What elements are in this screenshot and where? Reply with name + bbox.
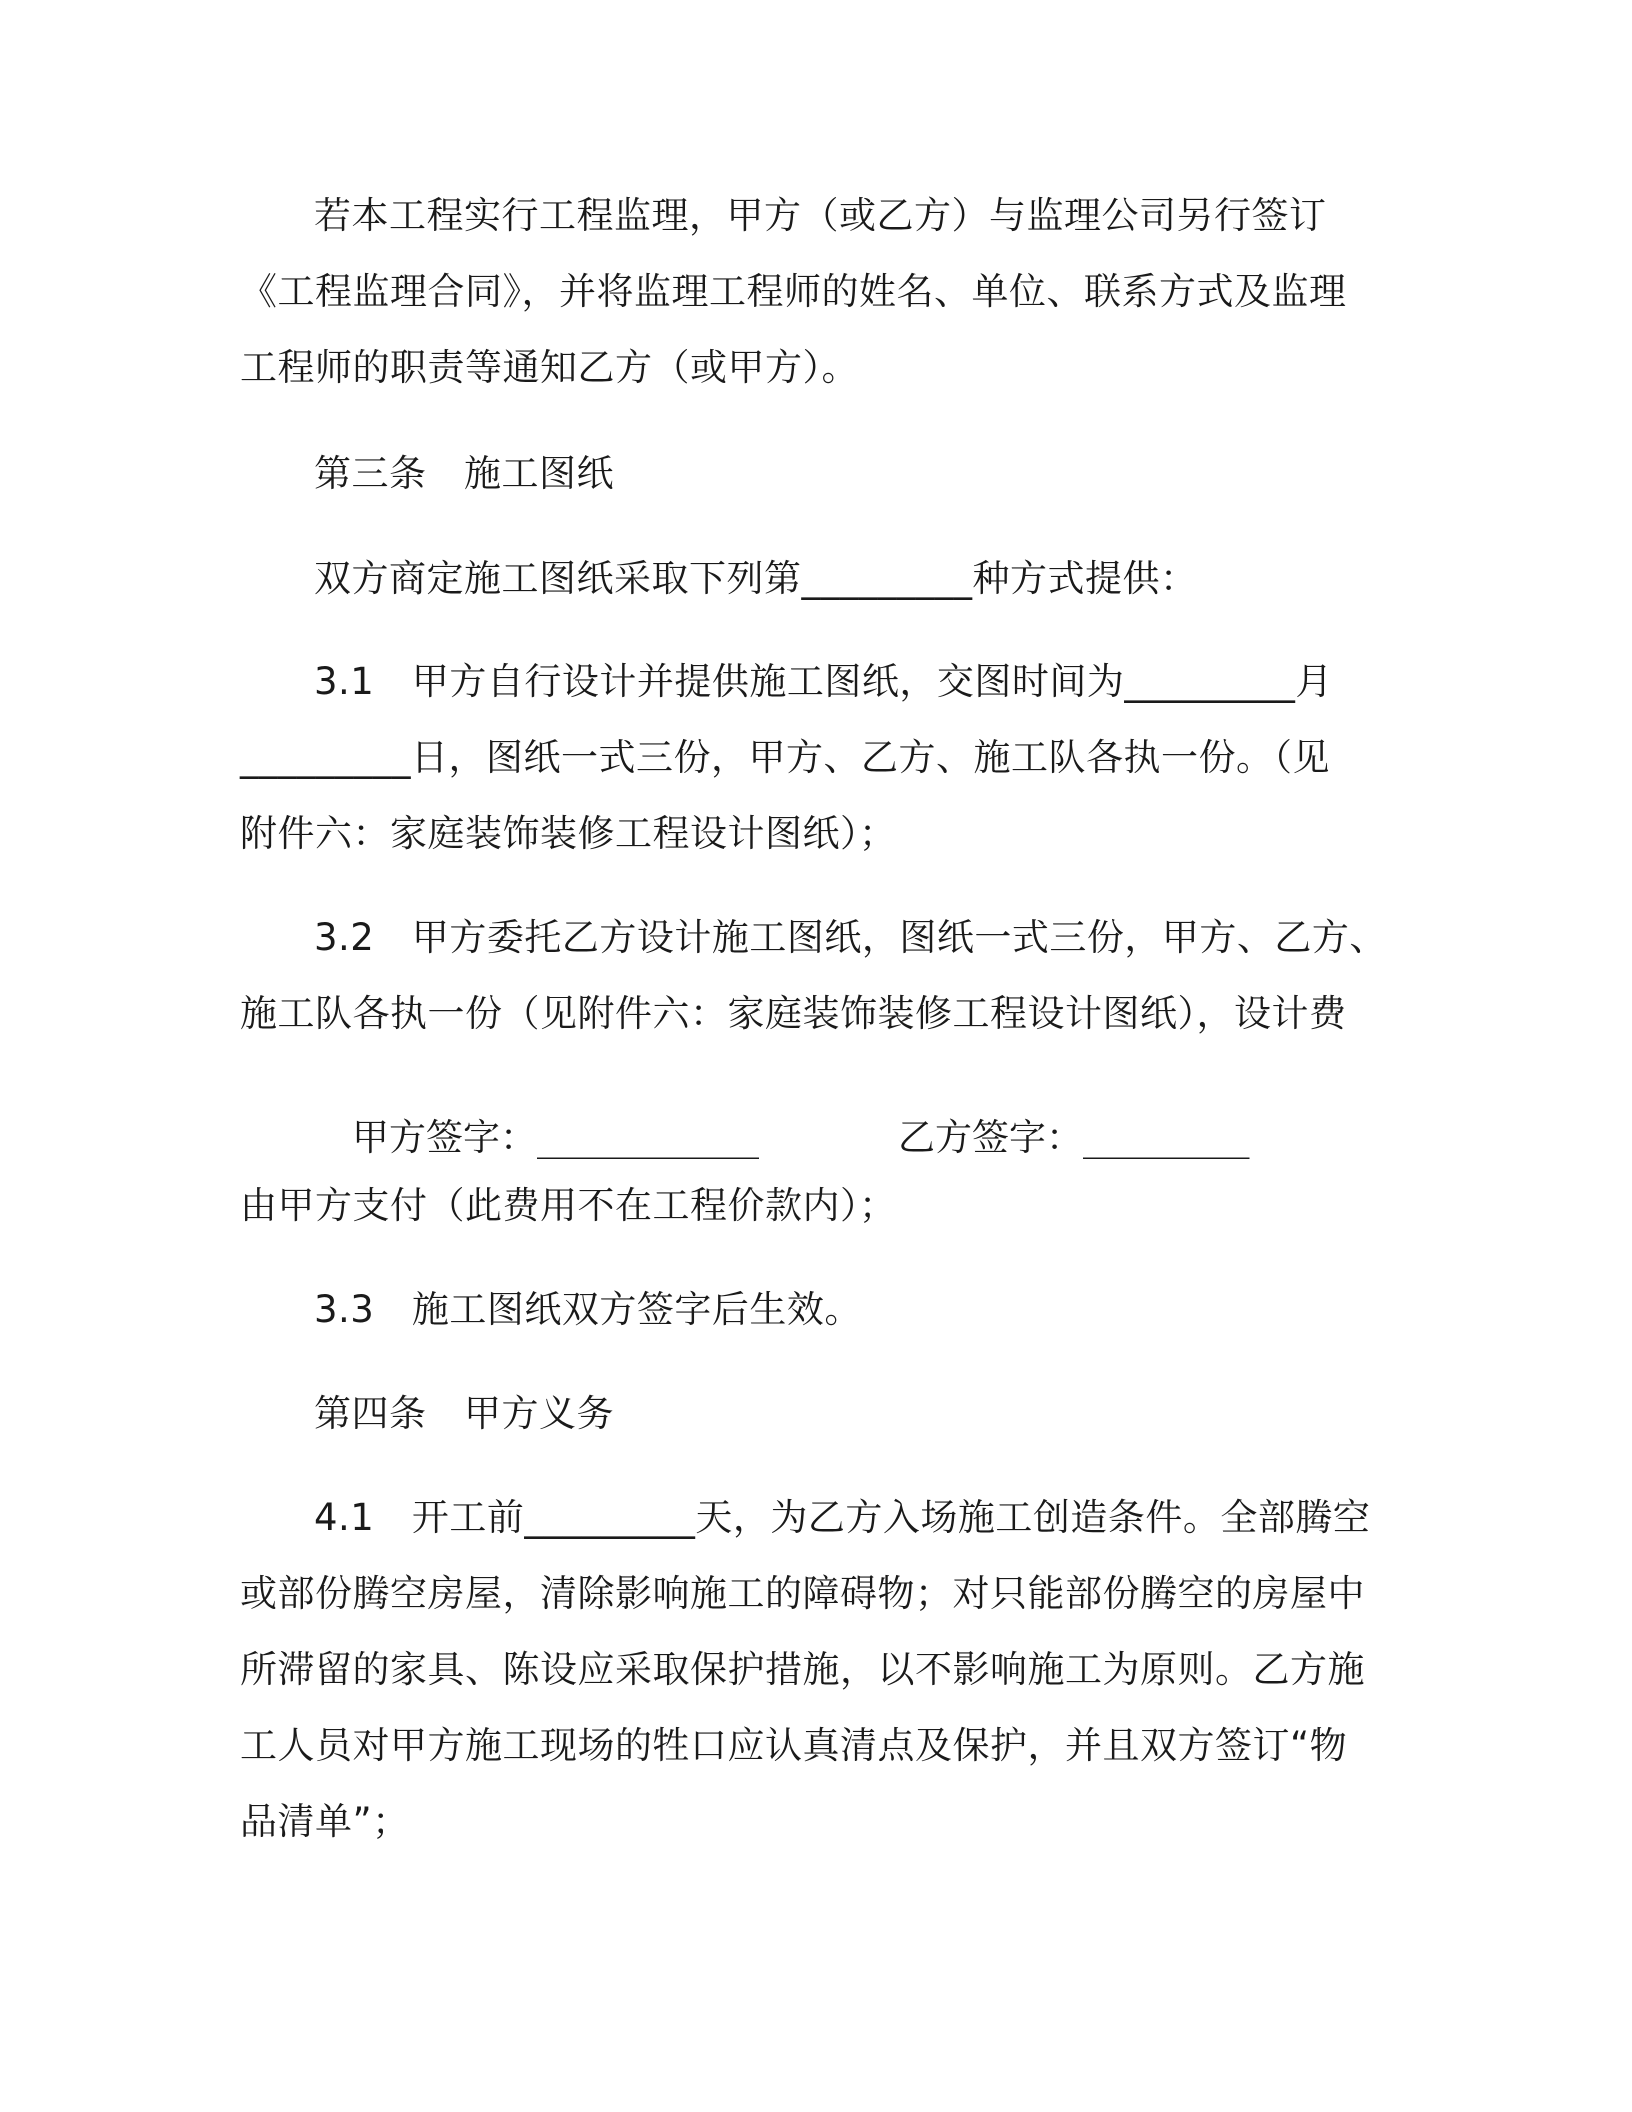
clause-line: 品清单”； xyxy=(240,1800,410,1843)
clause-line: 3.1 甲方自行设计并提供施工图纸，交图时间为_________月 xyxy=(314,660,1333,703)
paragraph-line: 《工程监理合同》，并将监理工程师的姓名、单位、联系方式及监理 xyxy=(240,270,1347,313)
clause-line: 4.1 开工前_________天，为乙方入场施工创造条件。全部腾空 xyxy=(314,1496,1371,1539)
clause-line: 3.2 甲方委托乙方设计施工图纸，图纸一式三份，甲方、乙方、 xyxy=(314,916,1387,959)
article-heading: 第三条 施工图纸 xyxy=(314,452,614,495)
paragraph-line: 工程师的职责等通知乙方（或甲方）。 xyxy=(240,346,859,389)
party-b-signature: 乙方签字：_________ xyxy=(898,1116,1250,1159)
party-a-signature: 甲方签字：____________ xyxy=(352,1116,759,1159)
article-heading: 第四条 甲方义务 xyxy=(314,1392,614,1435)
clause-line: 由甲方支付（此费用不在工程价款内）； xyxy=(240,1184,897,1227)
clause-line: 工人员对甲方施工现场的牲口应认真清点及保护，并且双方签订“物 xyxy=(240,1724,1348,1767)
paragraph-line: 双方商定施工图纸采取下列第_________种方式提供： xyxy=(314,557,1198,600)
clause-line: 所滞留的家具、陈设应采取保护措施，以不影响施工为原则。乙方施 xyxy=(240,1648,1365,1691)
clause-line: 附件六：家庭装饰装修工程设计图纸）； xyxy=(240,812,897,855)
clause-line: _________日，图纸一式三份，甲方、乙方、施工队各执一份。（见 xyxy=(240,736,1330,779)
clause-line: 施工队各执一份（见附件六：家庭装饰装修工程设计图纸），设计费 xyxy=(240,992,1347,1035)
clause-line: 或部份腾空房屋，清除影响施工的障碍物；对只能部份腾空的房屋中 xyxy=(240,1572,1365,1615)
paragraph-line: 若本工程实行工程监理，甲方（或乙方）与监理公司另行签订 xyxy=(314,194,1327,237)
clause-line: 3.3 施工图纸双方签字后生效。 xyxy=(314,1288,862,1331)
